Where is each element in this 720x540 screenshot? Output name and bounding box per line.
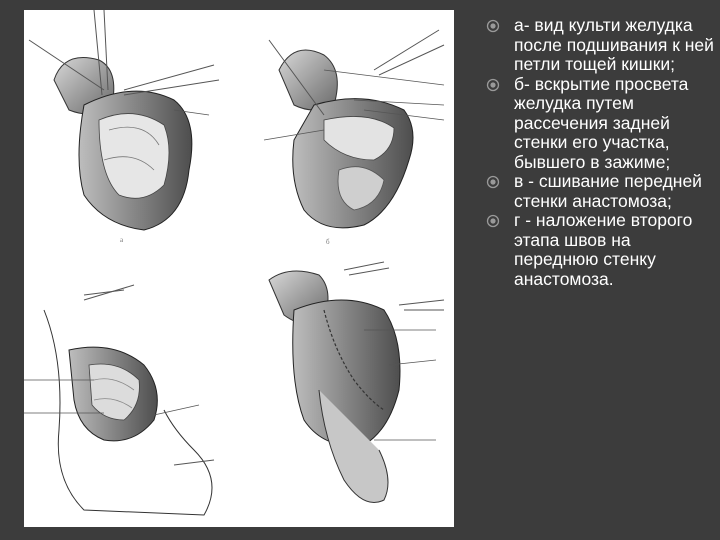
circle-bullet-icon [486,78,500,92]
caption-item-c [490,172,714,211]
surgical-illustration [24,10,454,527]
circle-bullet-icon [486,214,500,228]
caption-text-d: г - наложение второго этапа швов на переднюю стенку анастомоза. [514,210,693,289]
caption-item-d [490,211,714,289]
svg-text:а: а [120,236,124,244]
panel-d-drawing [269,262,444,503]
illustration-drawing [24,10,454,527]
panel-b-drawing [264,30,444,246]
caption-text-a: а- вид культи желудка после подшивания к ней петли тощей кишки; [514,15,714,74]
circle-bullet-icon [486,19,500,33]
caption-item-a [490,16,714,75]
caption-list [490,16,714,289]
caption-text-b: б- вскрытие просвета желудка путем рассечения задней стенки его участка, бывшего в зажиме; [514,73,689,172]
caption-text-c: в - сшивание передней стенки анастомоза; [514,171,702,211]
caption-item-b [490,75,714,173]
panel-c-drawing [24,285,214,515]
circle-bullet-icon [486,175,500,189]
panel-a-drawing [29,10,219,244]
svg-text:б: б [326,238,330,246]
